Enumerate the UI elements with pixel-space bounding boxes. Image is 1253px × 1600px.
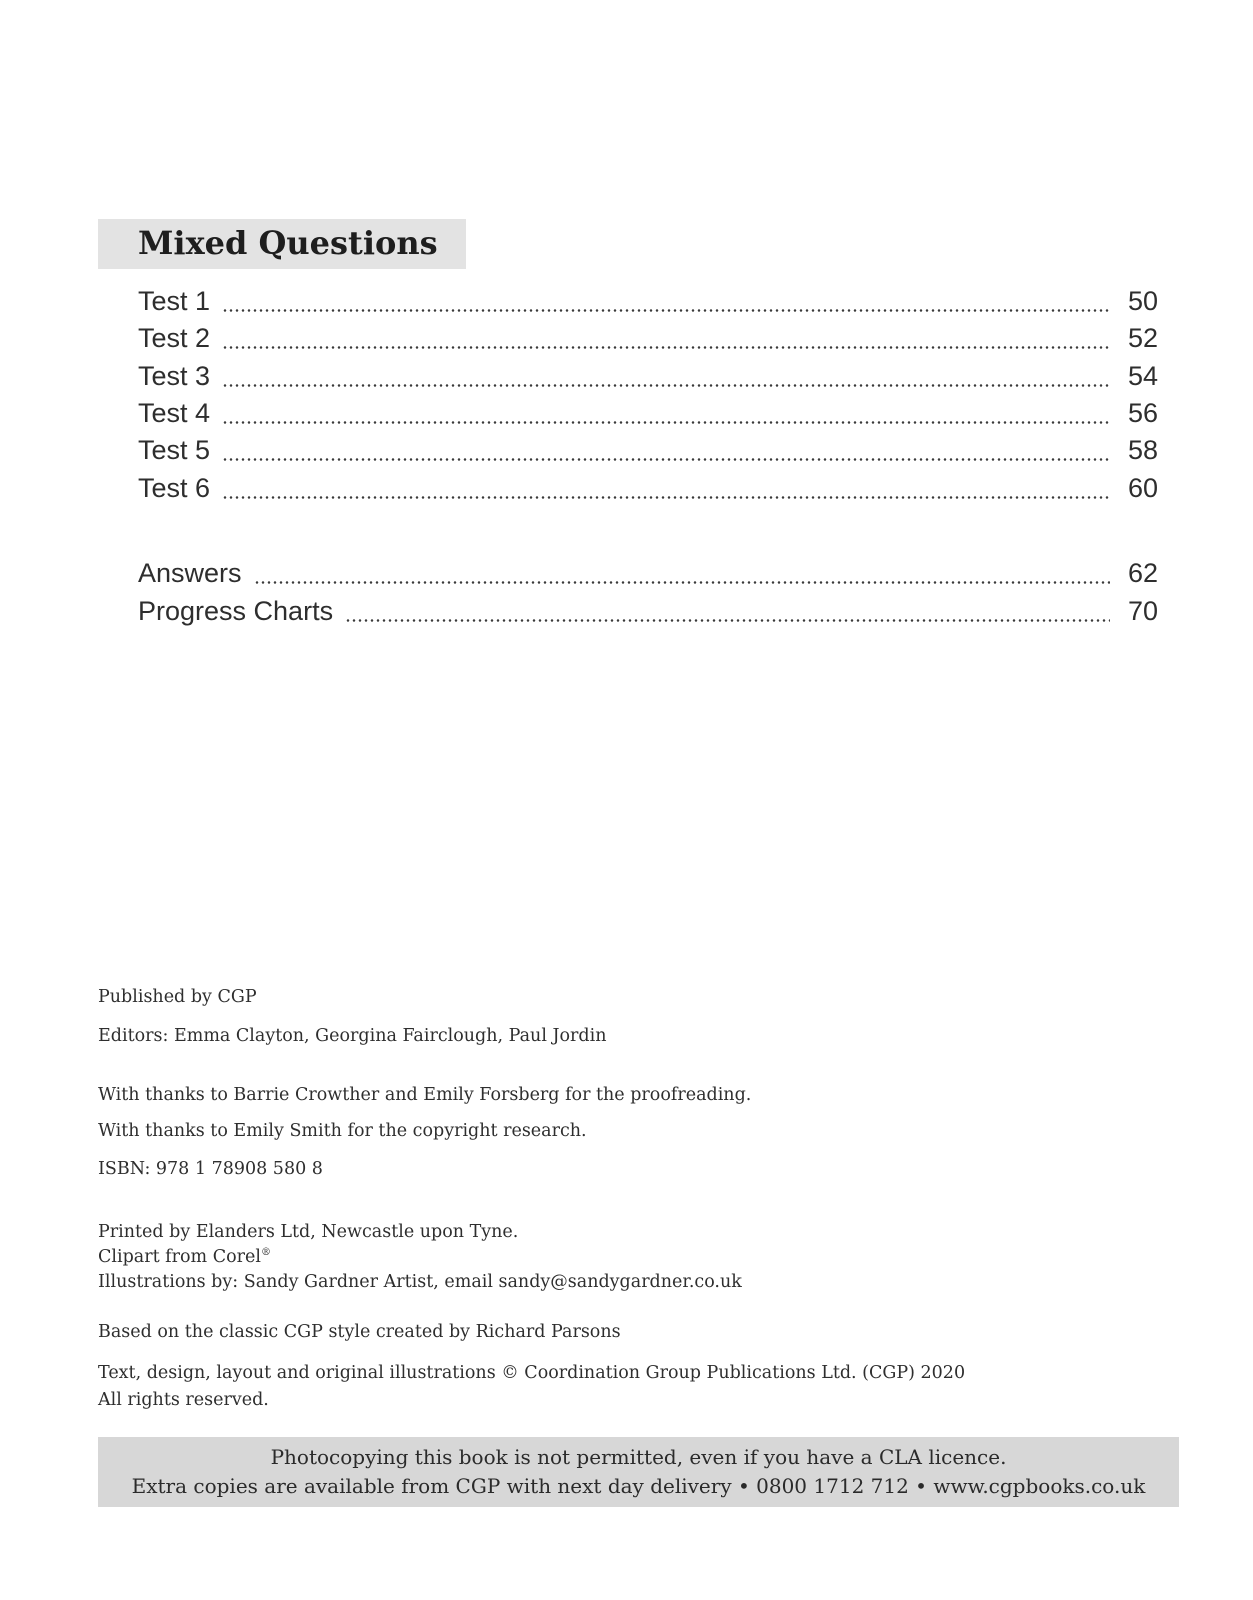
toc-entry-label: Answers	[138, 558, 242, 588]
toc-entry-page: 58	[1127, 435, 1158, 465]
dot-leader	[254, 581, 1110, 584]
dot-leader	[345, 619, 1110, 622]
toc-entry-label: Test 2	[138, 323, 211, 353]
rights-line: All rights reserved.	[98, 1390, 269, 1410]
toc-entry-label: Test 1	[138, 286, 211, 316]
printer-line: Printed by Elanders Ltd, Newcastle upon Tyne.	[98, 1222, 519, 1242]
based-on-line: Based on the classic CGP style created by Richard Parsons	[98, 1322, 621, 1342]
toc-entry-page: 50	[1127, 286, 1158, 316]
dot-leader	[222, 496, 1110, 499]
section-title: Mixed Questions	[138, 224, 438, 262]
toc-entry-test-6[interactable]	[138, 469, 1158, 507]
section-header	[98, 219, 466, 269]
toc-entry-test-1[interactable]	[138, 282, 1158, 320]
toc-entry-page: 70	[1127, 596, 1158, 626]
toc-entry-page: 62	[1127, 558, 1158, 588]
toc-entry-label: Test 5	[138, 435, 211, 465]
registered-mark: ®	[260, 1247, 271, 1259]
footer-notice-bar	[98, 1437, 1179, 1507]
toc-entry-test-4[interactable]	[138, 394, 1158, 432]
toc-entry-label: Test 4	[138, 398, 211, 428]
dot-leader	[222, 421, 1110, 424]
dot-leader	[222, 458, 1110, 461]
toc-entry-page: 52	[1127, 323, 1158, 353]
dot-leader	[222, 309, 1110, 312]
photocopy-notice: Photocopying this book is not permitted, even if you have a CLA licence.	[270, 1445, 1007, 1469]
toc-entry-progress-charts[interactable]	[138, 592, 1158, 630]
toc-entry-test-5[interactable]	[138, 431, 1158, 469]
toc-entry-test-3[interactable]	[138, 357, 1158, 395]
illustrations-line: Illustrations by: Sandy Gardner Artist, email sandy@sandygardner.co.uk	[98, 1272, 742, 1292]
extra-copies-notice: Extra copies are available from CGP with next day delivery • 0800 1712 712 • www.cgpbooks.co.uk	[131, 1474, 1146, 1498]
toc-entry-page: 56	[1127, 398, 1158, 428]
toc-entry-page: 54	[1127, 361, 1158, 391]
editors-line: Editors: Emma Clayton, Georgina Fairclough, Paul Jordin	[98, 1026, 607, 1046]
copyright-research-thanks: With thanks to Emily Smith for the copyright research.	[98, 1121, 587, 1141]
dot-leader	[222, 384, 1110, 387]
copyright-line: Text, design, layout and original illustrations © Coordination Group Publications Ltd. (CGP) 2020	[98, 1363, 966, 1383]
clipart-line	[98, 1247, 271, 1267]
isbn-line: ISBN: 978 1 78908 580 8	[98, 1159, 323, 1179]
toc-entry-page: 60	[1127, 473, 1158, 503]
dot-leader	[222, 346, 1110, 349]
publisher-line: Published by CGP	[98, 987, 257, 1007]
toc-entry-label: Progress Charts	[138, 596, 334, 626]
clipart-text: Clipart from Corel	[98, 1247, 261, 1267]
toc-entry-label: Test 3	[138, 361, 211, 391]
toc-entry-answers[interactable]	[138, 554, 1158, 592]
toc-entry-label: Test 6	[138, 473, 211, 503]
toc-entry-test-2[interactable]	[138, 319, 1158, 357]
proofreading-thanks: With thanks to Barrie Crowther and Emily Forsberg for the proofreading.	[98, 1085, 752, 1105]
